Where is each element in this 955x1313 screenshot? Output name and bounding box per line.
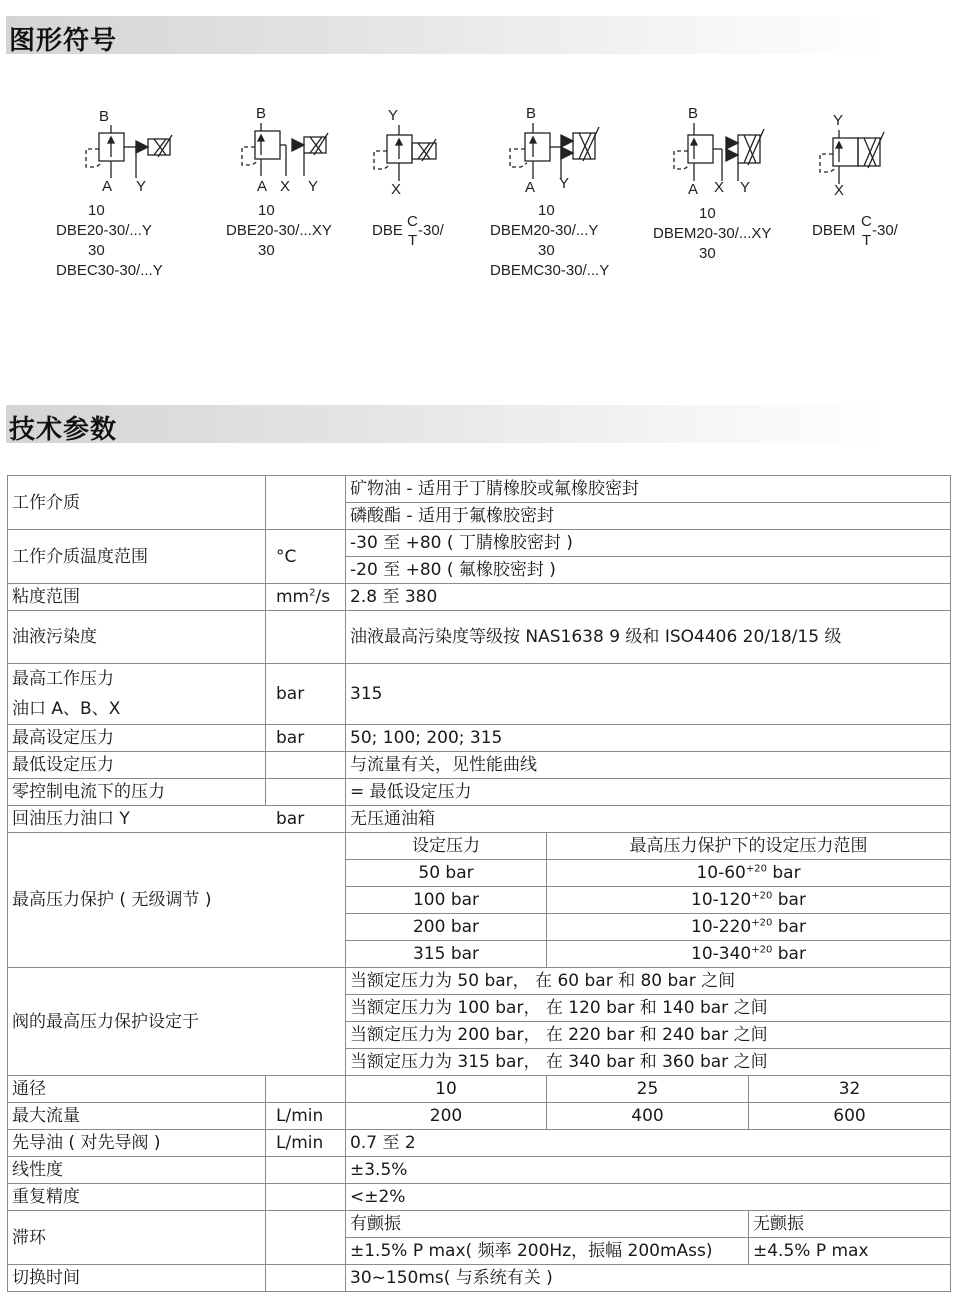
port-y-label: Y [308,178,319,195]
symbol-caption: 10 DBE20-30/...XY 30 [226,202,332,259]
table-row [8,968,951,995]
column-header: 设定压力 [346,833,547,860]
cell-value: 200 bar [346,914,547,941]
table-row [8,1157,951,1184]
row-label: 工作介质温度范围 [8,530,266,584]
row-label: 最高工作压力 油口 A、B、X [8,664,266,725]
row-label: 工作介质 [8,476,266,530]
hydraulic-symbol-dbem-xy [660,103,770,198]
port-y-label: Y [136,178,147,195]
port-x-label: X [714,179,725,196]
cell-value: 矿物油 - 适用于丁腈橡胶或氟橡胶密封 [346,476,951,503]
row-label: 最高压力保护 ( 无级调节 ) [8,833,346,968]
relief-valve-symbol-icon [74,105,184,195]
table-row [8,1211,951,1238]
cell-value: 25 [547,1076,749,1103]
cell-value: 0.7 至 2 [346,1130,951,1157]
cell-value: 当额定压力为 100 bar， 在 120 bar 和 140 bar 之间 [346,995,951,1022]
table-row [8,752,951,779]
hydraulic-symbol-dbem-y [495,103,605,195]
table-row [8,664,951,725]
cell-value: ±3.5% [346,1157,951,1184]
cell-value: = 最低设定压力 [346,779,951,806]
cell-value: 与流量有关，见性能曲线 [346,752,951,779]
table-row [8,1130,951,1157]
row-label: 最大流量 [8,1103,266,1130]
row-label: 零控制电流下的压力 [8,779,266,806]
cell-unit: bar [266,664,346,725]
cell-value: ±4.5% P max [749,1238,951,1265]
symbols-section-header [6,16,886,54]
row-label: 线性度 [8,1157,266,1184]
cell-value: 200 [346,1103,547,1130]
row-label: 粘度范围 [8,584,266,611]
hydraulic-symbol-dbem-ct [808,110,908,202]
row-label: 最低设定压力 [8,752,266,779]
port-y-label: Y [740,179,751,196]
column-header: 最高压力保护下的设定压力范围 [547,833,951,860]
cell-unit: $mm^2/s$ [266,584,346,611]
cell-value: 315 bar [346,941,547,968]
row-label: 通径 [8,1076,266,1103]
port-x-label: X [834,182,845,199]
table-row [8,833,951,860]
row-label: 油液污染度 [8,611,266,664]
cell-value: 50 bar [346,860,547,887]
table-row [8,806,951,833]
port-a-label: A [688,181,699,198]
cell-unit: °C [266,530,346,584]
table-row [8,530,951,557]
row-label: 重复精度 [8,1184,266,1211]
port-b-label: B [99,108,110,125]
table-row [8,1103,951,1130]
tech-section-title: 技术参数 [9,415,118,445]
table-row [8,1076,951,1103]
cell-value: 磷酸酯 - 适用于氟橡胶密封 [346,503,951,530]
tech-section-header [6,405,886,443]
symbol-caption: DBEM C T -30/ [812,213,898,249]
cell-value: -30 至 +80 ( 丁腈橡胶密封 ) [346,530,951,557]
row-label: 切换时间 [8,1265,266,1292]
cell-value: ±1.5% P max( 频率 200Hz，振幅 200mAss) [346,1238,749,1265]
table-row [8,584,951,611]
symbols-section-title: 图形符号 [9,26,118,56]
hydraulic-symbol-dbe-ct [362,105,452,197]
port-y-label: Y [388,107,399,124]
port-y-label: Y [559,175,570,192]
table-row [8,779,951,806]
spec-table [7,475,951,1292]
port-a-label: A [102,178,113,195]
cell-value: -20 至 +80 ( 氟橡胶密封 ) [346,557,951,584]
row-label: 阀的最高压力保护设定于 [8,968,346,1076]
relief-valve-symbol-icon [808,110,908,202]
port-b-label: B [688,105,699,122]
cell-value: $10-60^{+20}$ bar [547,860,951,887]
symbol-caption: DBE C T -30/ [372,213,444,249]
cell-value: 100 bar [346,887,547,914]
port-x-label: X [391,181,402,198]
port-a-label: A [257,178,268,195]
table-row [8,1184,951,1211]
relief-valve-symbol-icon [362,105,452,197]
table-row [8,611,951,664]
port-b-label: B [526,105,537,122]
cell-value: 当额定压力为 200 bar， 在 220 bar 和 240 bar 之间 [346,1022,951,1049]
cell-value: 600 [749,1103,951,1130]
row-label: 滞环 [8,1211,266,1265]
cell-value: 2.8 至 380 [346,584,951,611]
relief-valve-symbol-icon [495,103,605,195]
cell-value: 当额定压力为 315 bar， 在 340 bar 和 360 bar 之间 [346,1049,951,1076]
cell-value: 32 [749,1076,951,1103]
table-row [8,1265,951,1292]
cell-unit: bar [266,725,346,752]
cell-value: 无压通油箱 [346,806,951,833]
cell-value: 50; 100; 200; 315 [346,725,951,752]
table-row [8,476,951,503]
hydraulic-symbol-dbe-y [74,105,184,195]
cell-unit: L/min [266,1103,346,1130]
cell-value: <±2% [346,1184,951,1211]
cell-value: $10-340^{+20}$ bar [547,941,951,968]
cell-value: 10 [346,1076,547,1103]
table-row [8,725,951,752]
cell-value: 315 [346,664,951,725]
cell-value: 油液最高污染度等级按 NAS1638 9 级和 ISO4406 20/18/15 级 [346,611,951,664]
row-label: 先导油 ( 对先导阀 ) [8,1130,266,1157]
port-x-label: X [280,178,291,195]
hydraulic-symbol-dbe-xy [230,103,340,195]
column-header: 无颤振 [749,1211,951,1238]
row-label: 回油压力油口 Y bar [8,806,346,833]
port-a-label: A [525,179,536,196]
column-header: 有颤振 [346,1211,749,1238]
port-y-label: Y [833,112,844,129]
symbol-caption: 10 DBEM20-30/...Y 30 DBEMC30-30/...Y [490,202,610,279]
cell-value: $10-120^{+20}$ bar [547,887,951,914]
symbol-caption: 10 DBEM20-30/...XY 30 [653,205,772,262]
row-label: 最高设定压力 [8,725,266,752]
symbol-caption: 10 DBE20-30/...Y 30 DBEC30-30/...Y [56,202,163,279]
port-b-label: B [256,105,267,122]
cell-value: 400 [547,1103,749,1130]
cell-unit: L/min [266,1130,346,1157]
cell-value: 30~150ms( 与系统有关 ) [346,1265,951,1292]
cell-value: $10-220^{+20}$ bar [547,914,951,941]
cell-value: 当额定压力为 50 bar， 在 60 bar 和 80 bar 之间 [346,968,951,995]
